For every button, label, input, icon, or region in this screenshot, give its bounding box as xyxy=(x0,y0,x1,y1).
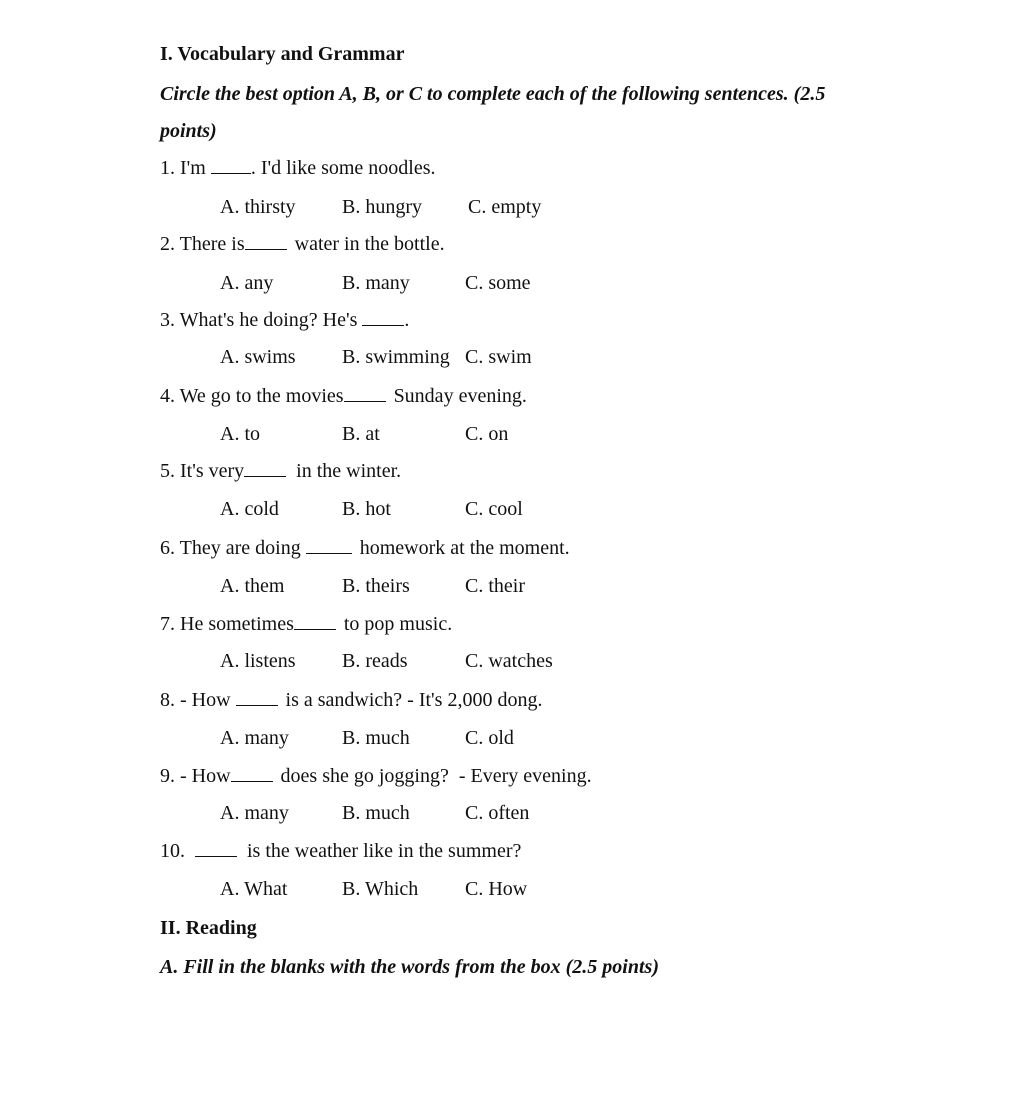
option-a[interactable]: A. any xyxy=(220,272,274,294)
option-c[interactable]: C. cool xyxy=(465,498,523,520)
option-b[interactable]: B. hungry xyxy=(342,196,422,218)
option-a[interactable]: A. thirsty xyxy=(220,196,296,218)
section-heading-reading: II. Reading xyxy=(160,917,257,939)
question-5 xyxy=(160,459,401,483)
question-number: 2. xyxy=(160,233,175,255)
question-number: 5. xyxy=(160,460,175,482)
question-text-before: He sometimes xyxy=(180,613,294,635)
question-7 xyxy=(160,612,452,636)
question-text-after: Sunday evening. xyxy=(393,385,527,407)
answer-blank xyxy=(231,767,273,782)
question-text-before: I'm xyxy=(180,157,206,179)
question-number: 8. xyxy=(160,689,175,711)
question-text-after: homework at the moment. xyxy=(359,537,570,559)
option-c[interactable]: C. empty xyxy=(468,196,542,218)
question-text-after: is a sandwich? - It's 2,000 dong. xyxy=(285,689,543,711)
answer-blank xyxy=(211,159,251,174)
question-number: 9. xyxy=(160,765,175,787)
question-text-after: water in the bottle. xyxy=(294,233,445,255)
answer-blank xyxy=(294,615,336,630)
option-a[interactable]: A. swims xyxy=(220,346,296,368)
question-text-before: It's very xyxy=(180,460,245,482)
question-4 xyxy=(160,384,527,408)
section-heading-vocabulary: I. Vocabulary and Grammar xyxy=(160,43,405,65)
option-c[interactable]: C. old xyxy=(465,727,514,749)
question-text-after: is the weather like in the summer? xyxy=(247,840,522,862)
option-c[interactable]: C. on xyxy=(465,423,509,445)
option-c[interactable]: C. How xyxy=(465,878,528,900)
option-c[interactable]: C. watches xyxy=(465,650,553,672)
answer-blank xyxy=(195,842,237,857)
option-b[interactable]: B. reads xyxy=(342,650,408,672)
option-b[interactable]: B. many xyxy=(342,272,410,294)
reading-instruction: A. Fill in the blanks with the words from the box (2.5 points) xyxy=(160,956,659,978)
option-c[interactable]: C. their xyxy=(465,575,525,597)
question-number: 3. xyxy=(160,309,175,331)
question-text-before: They are doing xyxy=(179,537,301,559)
option-a[interactable]: A. listens xyxy=(220,650,296,672)
question-2 xyxy=(160,232,445,256)
answer-blank xyxy=(344,387,386,402)
question-text-after: . xyxy=(404,309,410,331)
option-b[interactable]: B. hot xyxy=(342,498,391,520)
question-8 xyxy=(160,688,542,712)
option-b[interactable]: B. swimming xyxy=(342,346,450,368)
option-a[interactable]: A. many xyxy=(220,802,289,824)
question-6 xyxy=(160,536,570,560)
question-10 xyxy=(160,839,521,863)
option-c[interactable]: C. swim xyxy=(465,346,532,368)
question-9 xyxy=(160,764,592,788)
question-3 xyxy=(160,308,409,332)
question-number: 7. xyxy=(160,613,175,635)
question-text-after: . I'd like some noodles. xyxy=(250,157,436,179)
answer-blank xyxy=(244,462,286,477)
option-c[interactable]: C. often xyxy=(465,802,530,824)
question-text-before: There is xyxy=(179,233,245,255)
question-1 xyxy=(160,156,436,180)
question-text-after: does she go jogging? - Every evening. xyxy=(280,765,592,787)
option-a[interactable]: A. them xyxy=(220,575,285,597)
instruction-line-1: Circle the best option A, B, or C to complete each of the following sentences. (2.5 xyxy=(160,83,826,105)
option-b[interactable]: B. much xyxy=(342,802,410,824)
option-b[interactable]: B. at xyxy=(342,423,380,445)
question-text-before: - How xyxy=(180,689,231,711)
question-number: 1. xyxy=(160,157,175,179)
question-number: 4. xyxy=(160,385,175,407)
option-b[interactable]: B. much xyxy=(342,727,410,749)
question-text-after: to pop music. xyxy=(343,613,453,635)
answer-blank xyxy=(306,539,352,554)
instruction-line-2: points) xyxy=(160,120,217,142)
answer-blank xyxy=(245,235,287,250)
option-a[interactable]: A. What xyxy=(220,878,288,900)
option-a[interactable]: A. many xyxy=(220,727,289,749)
option-b[interactable]: B. Which xyxy=(342,878,419,900)
question-text-before: What's he doing? He's xyxy=(179,309,358,331)
question-number: 6. xyxy=(160,537,175,559)
option-c[interactable]: C. some xyxy=(465,272,531,294)
option-a[interactable]: A. cold xyxy=(220,498,279,520)
question-text-after: in the winter. xyxy=(296,460,402,482)
answer-blank xyxy=(236,691,278,706)
question-text-before: We go to the movies xyxy=(179,385,344,407)
answer-blank xyxy=(362,311,404,326)
option-a[interactable]: A. to xyxy=(220,423,260,445)
question-text-before: - How xyxy=(180,765,231,787)
option-b[interactable]: B. theirs xyxy=(342,575,410,597)
question-number: 10. xyxy=(160,840,185,862)
